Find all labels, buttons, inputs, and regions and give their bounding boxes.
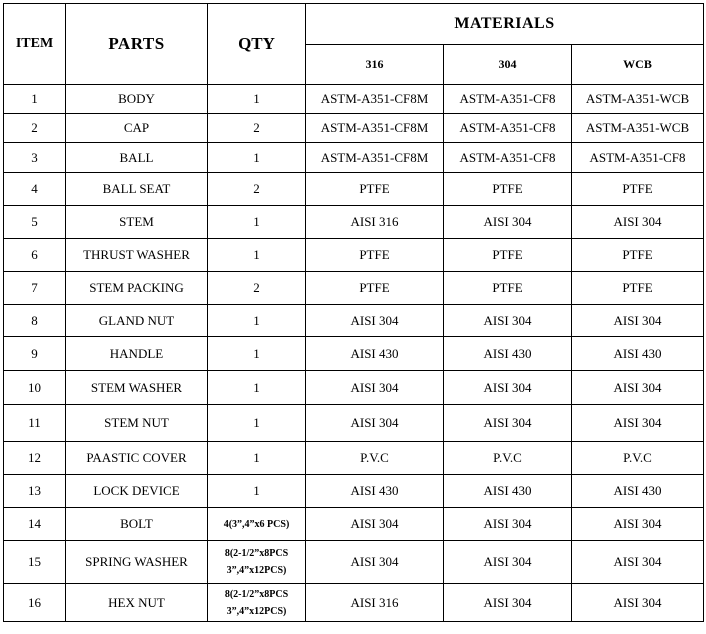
material-wcb-cell: AISI 304 [572, 371, 704, 405]
item-number-cell: 8 [4, 305, 66, 337]
material-304-cell: P.V.C [444, 442, 572, 475]
material-wcb-cell: ASTM-A351-WCB [572, 85, 704, 114]
table-row [4, 508, 704, 541]
material-wcb-cell: ASTM-A351-WCB [572, 114, 704, 143]
material-wcb-cell: AISI 304 [572, 584, 704, 622]
material-316-cell: AISI 304 [306, 405, 444, 442]
material-wcb-cell: PTFE [572, 239, 704, 272]
material-316-cell: AISI 304 [306, 508, 444, 541]
item-number-cell: 1 [4, 85, 66, 114]
material-316-cell: ASTM-A351-CF8M [306, 85, 444, 114]
part-name-cell: SPRING WASHER [66, 541, 208, 584]
qty-line: 4(3”,4”x6 PCS) [223, 518, 290, 530]
material-wcb-cell: AISI 304 [572, 508, 704, 541]
material-304-cell: AISI 430 [444, 475, 572, 508]
material-304-cell: AISI 304 [444, 305, 572, 337]
part-name-cell: THRUST WASHER [66, 239, 208, 272]
material-316-cell: AISI 316 [306, 206, 444, 239]
material-wcb-cell: P.V.C [572, 442, 704, 475]
qty-cell: 2 [208, 272, 306, 305]
material-304-cell: PTFE [444, 173, 572, 206]
qty-line: 8(2-1/2”x8PCS [224, 588, 289, 600]
qty-cell [208, 508, 306, 541]
material-304-cell: AISI 304 [444, 508, 572, 541]
header-item: ITEM [4, 4, 66, 85]
table-row [4, 114, 704, 143]
part-name-cell: STEM [66, 206, 208, 239]
qty-line: 3”,4”x12PCS) [226, 605, 287, 617]
qty-cell: 1 [208, 85, 306, 114]
material-316-cell: P.V.C [306, 442, 444, 475]
part-name-cell: STEM PACKING [66, 272, 208, 305]
part-name-cell: BALL SEAT [66, 173, 208, 206]
material-316-cell: PTFE [306, 239, 444, 272]
item-number-cell: 6 [4, 239, 66, 272]
material-304-cell: AISI 430 [444, 337, 572, 371]
material-316-cell: AISI 316 [306, 584, 444, 622]
material-316-cell: ASTM-A351-CF8M [306, 114, 444, 143]
item-number-cell: 3 [4, 143, 66, 173]
material-316-cell: PTFE [306, 272, 444, 305]
header-qty: QTY [208, 4, 306, 85]
qty-cell: 1 [208, 475, 306, 508]
item-number-cell: 4 [4, 173, 66, 206]
part-name-cell: LOCK DEVICE [66, 475, 208, 508]
material-316-cell: AISI 304 [306, 541, 444, 584]
item-number-cell: 10 [4, 371, 66, 405]
part-name-cell: PAASTIC COVER [66, 442, 208, 475]
material-304-cell: AISI 304 [444, 584, 572, 622]
header-materials: MATERIALS [306, 4, 704, 45]
table-row [4, 305, 704, 337]
table-row [4, 475, 704, 508]
material-304-cell: PTFE [444, 272, 572, 305]
part-name-cell: STEM WASHER [66, 371, 208, 405]
header-grade-304: 304 [444, 45, 572, 85]
material-wcb-cell: AISI 430 [572, 337, 704, 371]
item-number-cell: 14 [4, 508, 66, 541]
item-number-cell: 5 [4, 206, 66, 239]
material-316-cell: AISI 304 [306, 371, 444, 405]
material-wcb-cell: PTFE [572, 272, 704, 305]
material-wcb-cell: AISI 304 [572, 206, 704, 239]
qty-cell: 2 [208, 173, 306, 206]
table-row [4, 337, 704, 371]
qty-cell: 1 [208, 442, 306, 475]
qty-cell: 1 [208, 371, 306, 405]
item-number-cell: 15 [4, 541, 66, 584]
qty-line: 3”,4”x12PCS) [226, 565, 287, 576]
part-name-cell: HEX NUT [66, 584, 208, 622]
header-grade-wcb: WCB [572, 45, 704, 85]
header-parts: PARTS [66, 4, 208, 85]
table-row [4, 541, 704, 584]
qty-cell: 1 [208, 239, 306, 272]
qty-cell: 2 [208, 114, 306, 143]
item-number-cell: 9 [4, 337, 66, 371]
material-304-cell: ASTM-A351-CF8 [444, 85, 572, 114]
material-316-cell: AISI 304 [306, 305, 444, 337]
part-name-cell: BODY [66, 85, 208, 114]
item-number-cell: 13 [4, 475, 66, 508]
material-316-cell: PTFE [306, 173, 444, 206]
material-wcb-cell: AISI 430 [572, 475, 704, 508]
material-316-cell: ASTM-A351-CF8M [306, 143, 444, 173]
table-row [4, 371, 704, 405]
table-row [4, 239, 704, 272]
part-name-cell: BALL [66, 143, 208, 173]
qty-line: 8(2-1/2”x8PCS [224, 548, 289, 559]
table-row [4, 85, 704, 114]
qty-cell: 1 [208, 405, 306, 442]
material-304-cell: AISI 304 [444, 405, 572, 442]
part-name-cell: STEM NUT [66, 405, 208, 442]
header-grade-316: 316 [306, 45, 444, 85]
item-number-cell: 7 [4, 272, 66, 305]
material-wcb-cell: AISI 304 [572, 405, 704, 442]
material-wcb-cell: ASTM-A351-CF8 [572, 143, 704, 173]
table-row [4, 442, 704, 475]
table-row [4, 584, 704, 622]
part-name-cell: GLAND NUT [66, 305, 208, 337]
item-number-cell: 11 [4, 405, 66, 442]
table-row [4, 272, 704, 305]
qty-cell: 1 [208, 337, 306, 371]
table-row [4, 405, 704, 442]
qty-cell: 1 [208, 305, 306, 337]
material-304-cell: PTFE [444, 239, 572, 272]
material-304-cell: AISI 304 [444, 206, 572, 239]
item-number-cell: 12 [4, 442, 66, 475]
table-row [4, 173, 704, 206]
material-304-cell: AISI 304 [444, 541, 572, 584]
qty-cell [208, 584, 306, 622]
part-name-cell: BOLT [66, 508, 208, 541]
table-row [4, 143, 704, 173]
material-316-cell: AISI 430 [306, 337, 444, 371]
material-wcb-cell: AISI 304 [572, 305, 704, 337]
item-number-cell: 2 [4, 114, 66, 143]
material-304-cell: AISI 304 [444, 371, 572, 405]
qty-cell [208, 541, 306, 584]
material-316-cell: AISI 430 [306, 475, 444, 508]
material-wcb-cell: AISI 304 [572, 541, 704, 584]
item-number-cell: 16 [4, 584, 66, 622]
materials-table [3, 3, 704, 622]
qty-cell: 1 [208, 143, 306, 173]
part-name-cell: HANDLE [66, 337, 208, 371]
material-304-cell: ASTM-A351-CF8 [444, 114, 572, 143]
material-304-cell: ASTM-A351-CF8 [444, 143, 572, 173]
qty-cell: 1 [208, 206, 306, 239]
table-row [4, 206, 704, 239]
part-name-cell: CAP [66, 114, 208, 143]
material-wcb-cell: PTFE [572, 173, 704, 206]
